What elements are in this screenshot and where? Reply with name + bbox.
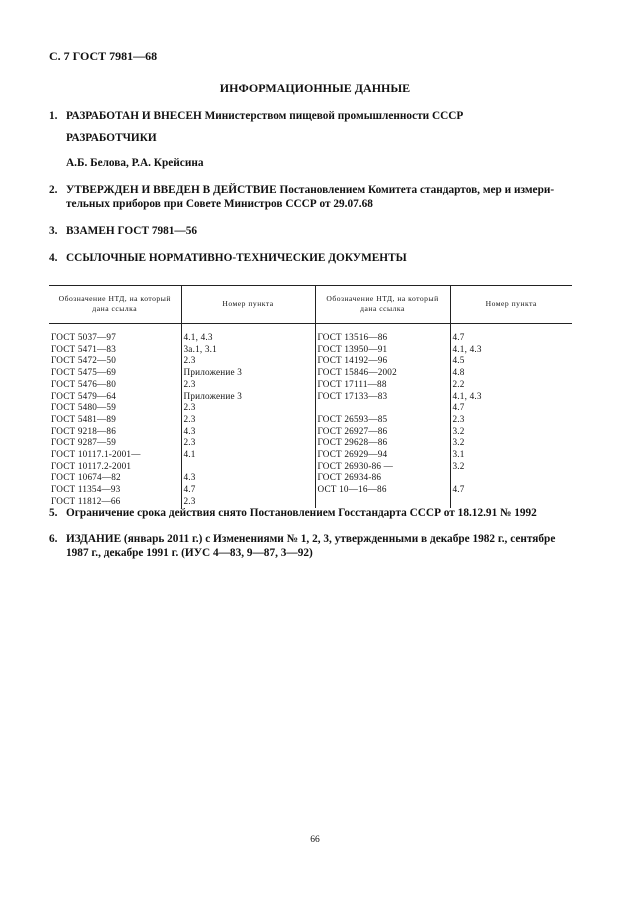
cell-doc: ГОСТ 26593—85 xyxy=(315,414,450,426)
cell-doc: ГОСТ 5481—89 xyxy=(51,413,117,424)
cell-item: 2.3 xyxy=(450,414,572,426)
cell-doc: ГОСТ 5472—50 xyxy=(51,355,117,366)
section-5 xyxy=(49,507,537,519)
table-row xyxy=(49,426,572,438)
cell-doc: ГОСТ 10674—82 xyxy=(51,472,121,483)
header-ntd-left: Обозначение НТД, на который дана ссылка xyxy=(49,286,181,324)
table-row xyxy=(49,355,572,367)
header-item-left: Номер пункта xyxy=(181,286,315,324)
cell-doc: ГОСТ 26934-86 xyxy=(315,472,450,484)
section-4-text: ССЫЛОЧНЫЕ НОРМАТИВНО-ТЕХНИЧЕСКИЕ ДОКУМЕНТЫ xyxy=(66,252,407,264)
cell-doc: ГОСТ 9218—86 xyxy=(51,425,117,436)
cell-doc: ГОСТ 11812—66 xyxy=(51,495,121,506)
page-number: 66 xyxy=(310,835,320,845)
section-2-text: Постановлением Комитета стандартов, мер и измери- xyxy=(276,184,555,196)
cell-doc: ГОСТ 11354—93 xyxy=(51,484,121,495)
cell-item: 4.1, 4.3 xyxy=(450,344,572,356)
cell-doc: ГОСТ 5471—83 xyxy=(51,343,117,354)
cell-item: 3.1 xyxy=(450,449,572,461)
cell-doc: ГОСТ 10117.2-2001 xyxy=(51,460,132,471)
table-row xyxy=(49,367,572,379)
cell-doc: ГОСТ 15846—2002 xyxy=(315,367,450,379)
cell-item xyxy=(450,496,572,508)
section-3 xyxy=(49,225,197,237)
section-1 xyxy=(49,110,463,122)
cell-doc: ГОСТ 13516—86 xyxy=(315,324,450,344)
cell-item: 3а.1, 3.1 xyxy=(181,344,315,356)
cell-doc xyxy=(315,496,450,508)
table-row xyxy=(49,449,572,461)
section-6-continuation: 1987 г., декабре 1991 г. (ИУС 4—83, 9—87, 3—92) xyxy=(66,547,313,559)
header-item-right: Номер пункта xyxy=(450,286,572,324)
section-6-lead: ИЗДАНИЕ xyxy=(66,533,122,545)
section-3-text: ВЗАМЕН ГОСТ 7981—56 xyxy=(66,225,198,237)
cell-doc: ГОСТ 26929—94 xyxy=(315,449,450,461)
table-row xyxy=(49,472,572,484)
cell-doc: ГОСТ 17133—83 xyxy=(315,391,450,403)
table-row xyxy=(49,437,572,449)
cell-item: Приложение 3 xyxy=(181,391,315,403)
cell-item: 4.1, 4.3 xyxy=(450,391,572,403)
cell-item xyxy=(450,472,572,484)
cell-item: 2.3 xyxy=(181,379,315,391)
table-row xyxy=(49,391,572,403)
section-2-lead: УТВЕРЖДЕН И ВВЕДЕН В ДЕЙСТВИЕ xyxy=(66,184,277,196)
cell-item: 3.2 xyxy=(450,426,572,438)
section-4 xyxy=(49,252,407,264)
cell-item: 3.2 xyxy=(450,437,572,449)
cell-doc: ГОСТ 17111—88 xyxy=(315,379,450,391)
section-2-number: 2. xyxy=(49,184,58,196)
cell-doc: ГОСТ 26927—86 xyxy=(315,426,450,438)
cell-item: 2.2 xyxy=(450,379,572,391)
table-header-row xyxy=(49,286,572,324)
table-row xyxy=(49,402,572,414)
section-2-continuation: тельных приборов при Совете Министров СССР от 29.07.68 xyxy=(66,198,373,210)
section-4-number: 4. xyxy=(49,252,58,264)
cell-doc: ГОСТ 14192—96 xyxy=(315,355,450,367)
section-2 xyxy=(49,184,554,196)
table-row xyxy=(49,496,572,508)
cell-doc: ГОСТ 26930-86 — xyxy=(315,461,450,473)
reference-documents-table xyxy=(49,285,572,508)
section-1-number: 1. xyxy=(49,110,58,122)
cell-item: 4.8 xyxy=(450,367,572,379)
page-title: ИНФОРМАЦИОННЫЕ ДАННЫЕ xyxy=(219,81,411,95)
section-5-number: 5. xyxy=(49,507,58,519)
cell-item: 2.3 xyxy=(181,437,315,449)
cell-item: 4.1 xyxy=(181,449,315,461)
cell-doc: ГОСТ 5480—59 xyxy=(51,402,117,413)
cell-item: 4.3 xyxy=(181,426,315,438)
cell-item: 4.7 xyxy=(450,484,572,496)
section-1-lead: РАЗРАБОТАН И ВНЕСЕН xyxy=(66,110,202,122)
cell-doc: ГОСТ 5037—97 xyxy=(51,332,117,342)
cell-doc xyxy=(315,402,450,414)
page-header: С. 7 ГОСТ 7981—68 xyxy=(49,49,158,63)
developers-label: РАЗРАБОТЧИКИ xyxy=(66,132,157,144)
section-6 xyxy=(49,533,555,545)
section-3-number: 3. xyxy=(49,225,58,237)
cell-doc: ГОСТ 10117.1-2001— xyxy=(51,449,141,460)
cell-item xyxy=(181,461,315,473)
cell-item: 3.2 xyxy=(450,461,572,473)
table-row xyxy=(49,461,572,473)
cell-item: 2.3 xyxy=(181,414,315,426)
cell-item: 4.5 xyxy=(450,355,572,367)
table-row xyxy=(49,414,572,426)
cell-doc: ГОСТ 29628—86 xyxy=(315,437,450,449)
cell-item: Приложение 3 xyxy=(181,367,315,379)
developers-names: А.Б. Белова, Р.А. Крейсина xyxy=(66,157,204,169)
cell-item: 4.7 xyxy=(450,402,572,414)
cell-doc: ГОСТ 9287—59 xyxy=(51,437,117,448)
cell-item: 4.7 xyxy=(181,484,315,496)
cell-item: 4.3 xyxy=(181,472,315,484)
table-row xyxy=(49,484,572,496)
section-6-number: 6. xyxy=(49,533,58,545)
table-row xyxy=(49,344,572,356)
cell-doc: ГОСТ 5476—80 xyxy=(51,378,117,389)
cell-item: 2.3 xyxy=(181,355,315,367)
section-5-text: Ограничение срока действия снято Постановлением Госстандарта СССР от 18.12.91 № 1992 xyxy=(66,507,537,519)
cell-doc: ГОСТ 5479—64 xyxy=(51,390,117,401)
header-ntd-right: Обозначение НТД, на который дана ссылка xyxy=(315,286,450,324)
table-row xyxy=(49,324,572,344)
cell-item: 4.1, 4.3 xyxy=(181,324,315,344)
cell-doc: ГОСТ 5475—69 xyxy=(51,367,117,378)
section-1-text: Министерством пищевой промышленности СССР xyxy=(201,110,464,122)
table-row xyxy=(49,379,572,391)
cell-item: 2.3 xyxy=(181,496,315,508)
cell-doc: ОСТ 10—16—86 xyxy=(315,484,450,496)
cell-doc: ГОСТ 13950—91 xyxy=(315,344,450,356)
section-6-text: (январь 2011 г.) с Изменениями № 1, 2, 3, утвержденными в декабре 1982 г., сентябре xyxy=(121,533,556,545)
cell-item: 4.7 xyxy=(450,324,572,344)
cell-item: 2.3 xyxy=(181,402,315,414)
